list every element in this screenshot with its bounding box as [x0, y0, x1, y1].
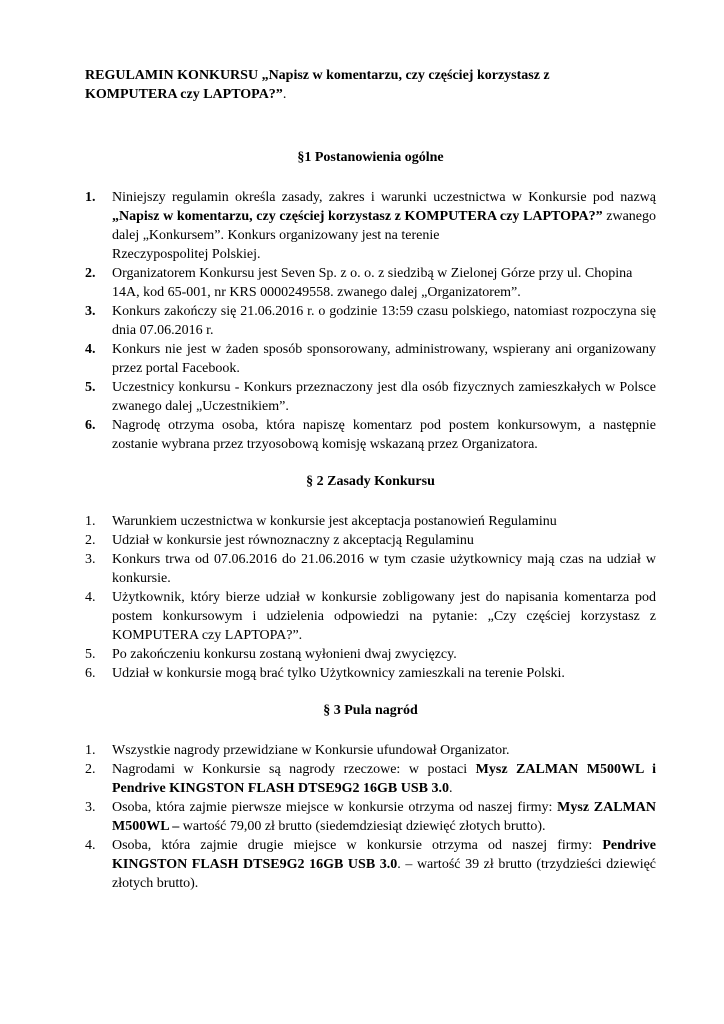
list-item: [85, 645, 656, 664]
section-3-heading: § 3 Pula nagród: [323, 703, 418, 718]
item-number: 1.: [85, 190, 96, 205]
item-text: Osoba, która zajmie drugie miejsce w konkursie otrzyma od naszej firmy:: [112, 838, 603, 853]
list-item: [85, 512, 656, 531]
section-2-heading: § 2 Zasady Konkursu: [306, 474, 435, 489]
item-text: Osoba, która zajmie pierwsze miejsce w konkursie otrzyma od naszej firmy:: [112, 800, 558, 815]
item-text: Organizatorem Konkursu jest Seven Sp. z o. o. z siedzibą w Zielonej Górze przy ul. Chopina 14A, kod 65-001, nr KRS 0000249558. zwanego dalej „Organizatorem”.: [112, 266, 633, 300]
item-number: 3.: [85, 800, 96, 815]
title-line-1: REGULAMIN KONKURSU „Napisz w komentarzu, czy częściej korzystasz z: [85, 68, 550, 83]
item-number: 6.: [85, 666, 96, 681]
list-item: [85, 531, 656, 550]
list-item: [85, 760, 656, 798]
item-text: .: [448, 781, 453, 796]
document-title: [85, 66, 656, 104]
section-2-list: [85, 512, 656, 683]
list-item: [85, 378, 656, 416]
item-number: 2.: [85, 266, 96, 281]
section-1-list: [85, 188, 656, 454]
item-number: 1.: [85, 514, 96, 529]
item-text: . – wartość 39 zł brutto (trzydzieści dziewięć złotych brutto).: [112, 857, 657, 891]
item-text: Użytkownik, który bierze udział w konkursie zobligowany jest do napisania komentarza pod postem konkursowym i udzielenia odpowiedzi na pytanie: „Czy częściej korzystasz z KOMPUTERA czy LAPTOPA?”.: [112, 590, 656, 643]
item-text: Nagrodami w Konkursie są nagrody rzeczowe: w postaci: [112, 762, 476, 777]
item-number: 5.: [85, 647, 96, 662]
list-item: [85, 188, 656, 264]
section-1-heading: §1 Postanowienia ogólne: [297, 150, 444, 165]
list-item: [85, 264, 656, 302]
section-3-list: [85, 741, 656, 893]
item-text: Wszystkie nagrody przewidziane w Konkursie ufundował Organizator.: [112, 743, 510, 758]
item-number: 3.: [85, 304, 96, 319]
item-number: 5.: [85, 380, 96, 395]
item-text: Rzeczypospolitej Polskiej.: [112, 247, 261, 262]
second-prize-name: Pendrive KINGSTON FLASH DTSE9G2 16GB USB 3.0: [112, 838, 656, 872]
item-number: 2.: [85, 533, 96, 548]
item-text: wartość 79,00 zł brutto (siedemdziesiąt dziewięć złotych brutto).: [179, 819, 546, 834]
list-item: [85, 302, 656, 340]
title-line-2: KOMPUTERA czy LAPTOPA?”: [85, 87, 283, 102]
list-item: [85, 588, 656, 645]
first-prize-name: Mysz ZALMAN M500WL –: [112, 800, 656, 834]
item-number: 4.: [85, 838, 96, 853]
list-item: [85, 550, 656, 588]
item-text: Konkurs nie jest w żaden sposób sponsorowany, administrowany, wspierany ani organizowany przez portal Facebook.: [112, 342, 656, 376]
list-item: [85, 664, 656, 683]
item-text: Udział w konkursie jest równoznaczny z akceptacją Regulaminu: [112, 533, 474, 548]
item-text: zwanego dalej „Konkursem”. Konkurs organizowany jest na terenie: [112, 209, 657, 243]
item-text: Konkurs trwa od 07.06.2016 do 21.06.2016 w tym czasie użytkownicy mają czas na udział w konkursie.: [112, 552, 656, 586]
item-text: Uczestnicy konkursu - Konkurs przeznaczony jest dla osób fizycznych zamieszkałych w Polsce zwanego dalej „Uczestnikiem”.: [112, 380, 656, 414]
item-text: Po zakończeniu konkursu zostaną wyłonieni dwaj zwycięzcy.: [112, 647, 457, 662]
list-item: [85, 836, 656, 893]
item-text: Warunkiem uczestnictwa w konkursie jest akceptacja postanowień Regulaminu: [112, 514, 557, 529]
item-number: 4.: [85, 590, 96, 605]
list-item: [85, 340, 656, 378]
item-number: 2.: [85, 762, 96, 777]
list-item: [85, 741, 656, 760]
item-number: 3.: [85, 552, 96, 567]
list-item: [85, 416, 656, 454]
item-number: 1.: [85, 743, 96, 758]
prize-names: Mysz ZALMAN M500WL i Pendrive KINGSTON FLASH DTSE9G2 16GB USB 3.0: [112, 762, 656, 796]
list-item: [85, 798, 656, 836]
contest-name: „Napisz w komentarzu, czy częściej korzystasz z KOMPUTERA czy LAPTOPA?”: [112, 209, 603, 224]
item-number: 4.: [85, 342, 96, 357]
title-end: .: [282, 87, 287, 102]
item-text: Udział w konkursie mogą brać tylko Użytkownicy zamieszkali na terenie Polski.: [112, 666, 565, 681]
item-text: Niniejszy regulamin określa zasady, zakres i warunki uczestnictwa w Konkursie pod nazwą: [112, 190, 656, 205]
item-number: 6.: [85, 418, 96, 433]
item-text: Konkurs zakończy się 21.06.2016 r. o godzinie 13:59 czasu polskiego, natomiast rozpoczyna się dnia 07.06.2016 r.: [112, 304, 656, 338]
item-text: Nagrodę otrzyma osoba, która napiszę komentarz pod postem konkursowym, a następnie zostanie wybrana przez trzyosobową komisję wskazaną przez Organizatora.: [112, 418, 656, 452]
